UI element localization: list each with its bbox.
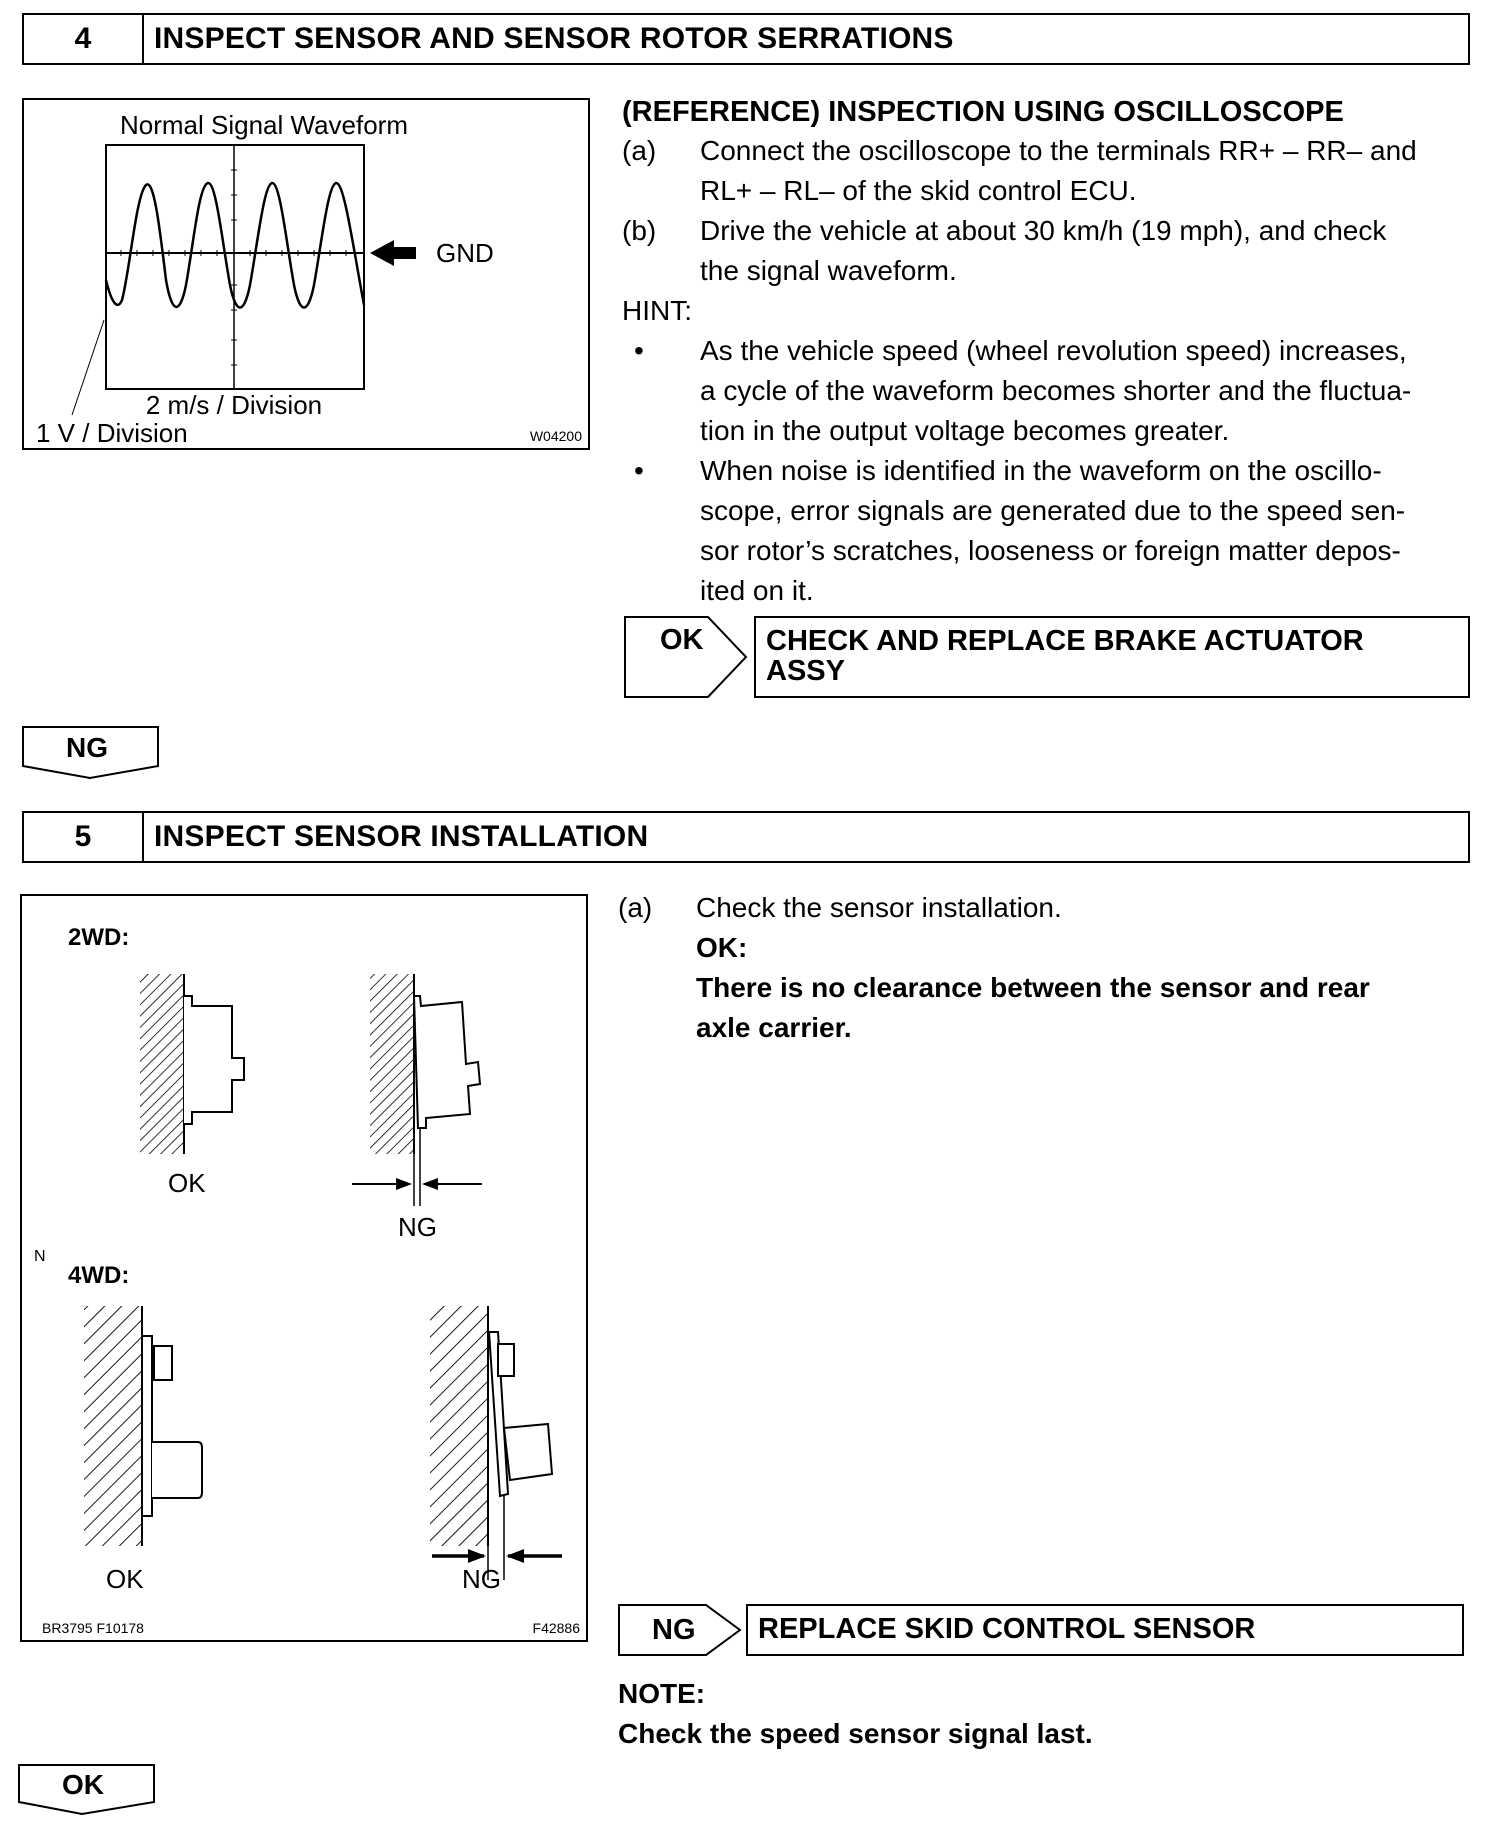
hint-text-line: a cycle of the waveform becomes shorter and the fluctua- — [700, 375, 1412, 406]
step-text: Check the sensor installation. — [696, 892, 1062, 923]
ng-tab-label: NG — [66, 732, 108, 763]
bullet-icon: • — [634, 455, 644, 486]
hint-text-line: tion in the output voltage becomes greater. — [700, 415, 1230, 446]
section-number: 5 — [24, 813, 144, 861]
step-text-line: RL+ – RL– of the skid control ECU. — [700, 175, 1137, 206]
figure-code-right: F42886 — [532, 1620, 580, 1636]
figure-code: W04200 — [529, 428, 582, 444]
section-title: INSPECT SENSOR AND SENSOR ROTOR SERRATIONS — [154, 22, 954, 55]
reference-heading: (REFERENCE) INSPECTION USING OSCILLOSCOPE — [622, 96, 1344, 128]
step-b — [622, 211, 1470, 291]
4wd-ng-label: NG — [462, 1564, 501, 1594]
ok-criteria-line: There is no clearance between the sensor and rear — [696, 972, 1370, 1003]
ok-result-label: OK — [660, 624, 704, 656]
ok-flow-tab[interactable] — [18, 1764, 156, 1816]
ng-flow-tab[interactable] — [22, 726, 160, 780]
sensor-installation-figure — [20, 894, 588, 1642]
ok-result-action — [754, 616, 1470, 698]
waveform-figure — [22, 98, 590, 450]
2wd-ng-label: NG — [398, 1212, 437, 1242]
ng-result-label: NG — [652, 1614, 696, 1646]
hint-item — [622, 451, 1470, 611]
4wd-ok-label: OK — [106, 1564, 144, 1594]
figure-title: Normal Signal Waveform — [119, 110, 408, 140]
ok-criteria-heading: OK: — [696, 932, 748, 963]
ok-tab-label: OK — [62, 1769, 104, 1800]
bullet-icon: • — [634, 335, 644, 366]
section-number: 4 — [24, 15, 144, 63]
4wd-label: 4WD: — [68, 1262, 130, 1289]
hint-item — [622, 331, 1470, 451]
hint-text-line: When noise is identified in the waveform on the oscillo- — [700, 455, 1382, 486]
hint-label: HINT: — [622, 295, 692, 326]
step-label: (a) — [618, 892, 653, 923]
section-5-header — [22, 811, 1470, 863]
hint-text-line: sor rotor’s scratches, looseness or foreign matter depos- — [700, 535, 1401, 566]
note-label: NOTE: — [618, 1678, 706, 1709]
action-line: CHECK AND REPLACE BRAKE ACTUATOR — [766, 625, 1364, 657]
action-line: ASSY — [766, 655, 845, 687]
note-text: Check the speed sensor signal last. — [618, 1718, 1093, 1749]
step-label: (a) — [622, 135, 657, 166]
2wd-ok-label: OK — [168, 1168, 206, 1198]
side-mark: N — [34, 1248, 46, 1265]
ok-criteria-line: axle carrier. — [696, 1012, 852, 1043]
y-scale-label: 1 V / Division — [36, 418, 188, 448]
2wd-label: 2WD: — [68, 924, 130, 951]
hint-text-line: scope, error signals are generated due to the speed sen- — [700, 495, 1406, 526]
step-text-line: Drive the vehicle at about 30 km/h (19 mph), and check — [700, 215, 1387, 246]
section-title: INSPECT SENSOR INSTALLATION — [154, 820, 649, 853]
figure-code-left: BR3795 F10178 — [42, 1620, 144, 1636]
step-text-line: Connect the oscilloscope to the terminals RR+ – RR– and — [700, 135, 1417, 166]
step-a — [622, 131, 1470, 211]
gnd-label: GND — [436, 238, 494, 268]
ng-result-action: REPLACE SKID CONTROL SENSOR — [746, 1604, 1464, 1656]
hint-text-line: As the vehicle speed (wheel revolution speed) increases, — [700, 335, 1407, 366]
x-scale-label: 2 m/s / Division — [145, 390, 323, 420]
section-4-header — [22, 13, 1470, 65]
ok-result[interactable] — [624, 616, 1470, 698]
step-text-line: the signal waveform. — [700, 255, 957, 286]
step-a — [618, 888, 1468, 1048]
ng-result[interactable] — [618, 1604, 1464, 1656]
hint-text-line: ited on it. — [700, 575, 814, 606]
step-label: (b) — [622, 215, 657, 246]
